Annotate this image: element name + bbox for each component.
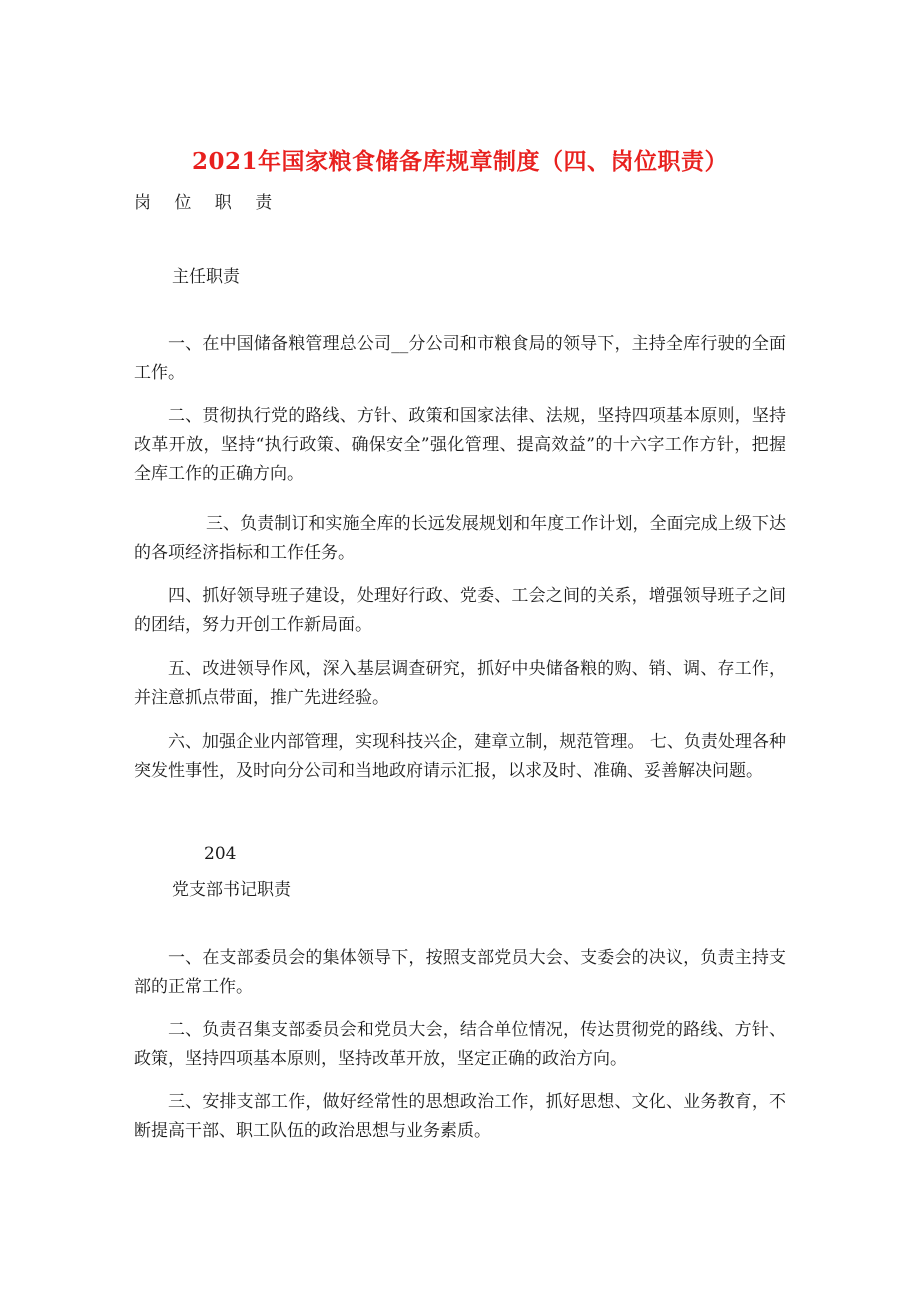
section-heading-party-secretary: 党支部书记职责 — [172, 880, 291, 900]
paragraph: 三、安排支部工作，做好经常性的思想政治工作，抓好思想、文化、业务教育，不断提高干部、职工队伍的政治思想与业务素质。 — [134, 1092, 786, 1141]
section-heading-director: 主任职责 — [172, 267, 240, 287]
paragraph: 三、负责制订和实施全库的长远发展规划和年度工作计划，全面完成上级下达的各项经济指标和工作任务。 — [134, 514, 786, 563]
document-subtitle: 岗 位 职 责 — [134, 193, 282, 213]
paragraph: 一、在支部委员会的集体领导下，按照支部党员大会、支委会的决议，负责主持支部的正常工作。 — [134, 948, 786, 997]
document-title: 2021年国家粮食储备库规章制度（四、岗位职责） — [191, 148, 728, 175]
paragraph: 六、加强企业内部管理，实现科技兴企，建章立制，规范管理。 七、负责处理各种突发性事性，及时向分公司和当地政府请示汇报，以求及时、准确、妥善解决问题。 — [134, 732, 786, 781]
paragraph: 一、在中国储备粮管理总公司__分公司和市粮食局的领导下，主持全库行驶的全面工作。 — [134, 334, 786, 383]
page-number: 204 — [204, 844, 237, 864]
paragraph: 二、负责召集支部委员会和党员大会，结合单位情况，传达贯彻党的路线、方针、政策，坚持四项基本原则，坚持改革开放，坚定正确的政治方向。 — [134, 1020, 786, 1069]
paragraph: 二、贯彻执行党的路线、方针、政策和国家法律、法规，坚持四项基本原则，坚持改革开放，坚持“执行政策、确保安全”强化管理、提高效益”的十六字工作方针，把握全库工作的正确方向。 — [134, 406, 786, 484]
paragraph: 四、抓好领导班子建设，处理好行政、党委、工会之间的关系，增强领导班子之间的团结，努力开创工作新局面。 — [134, 586, 786, 635]
paragraph: 五、改进领导作风，深入基层调查研究，抓好中央储备粮的购、销、调、存工作，并注意抓点带面，推广先进经验。 — [134, 659, 786, 708]
